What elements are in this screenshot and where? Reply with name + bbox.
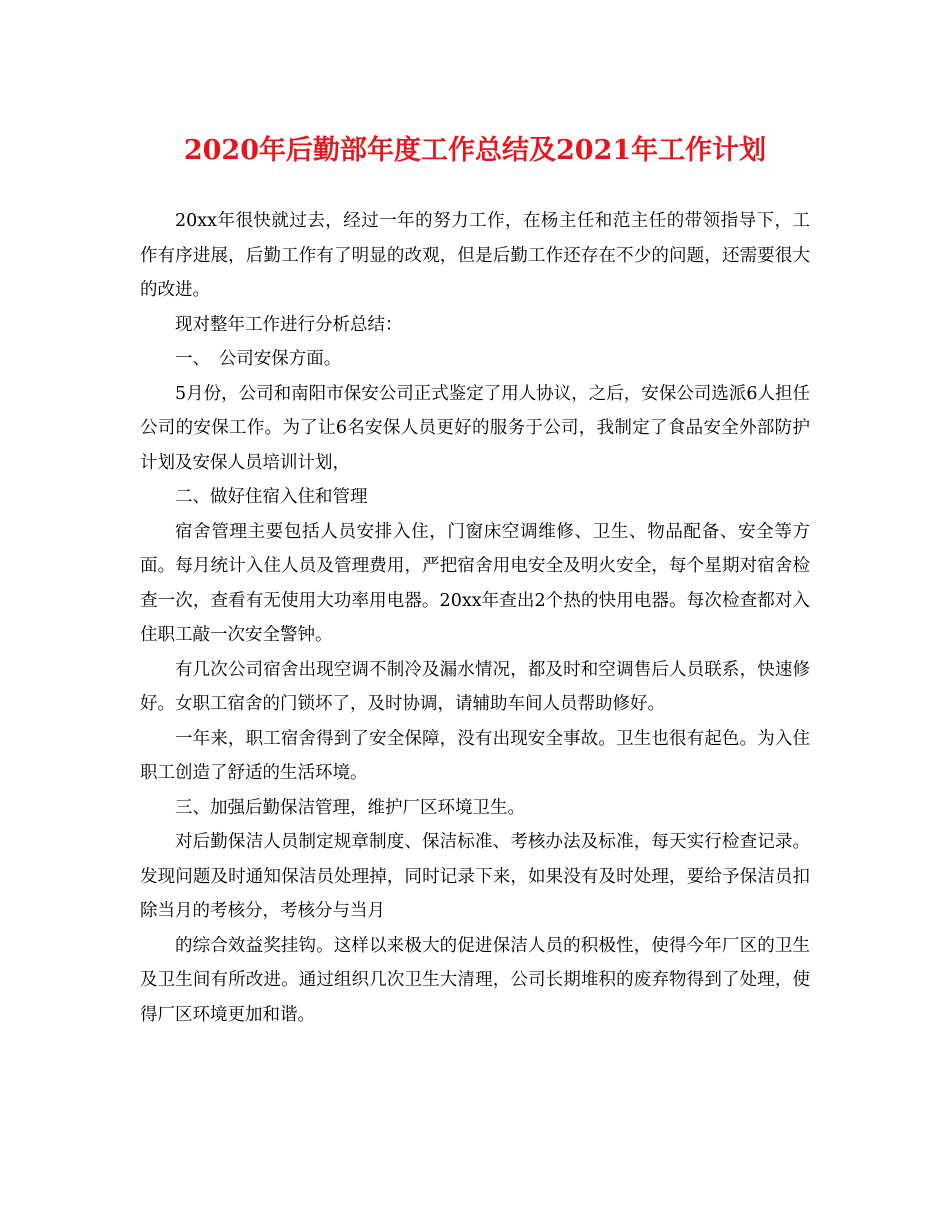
section-heading-dormitory: 二、做好住宿入住和管理 [175, 487, 368, 507]
paragraph-dormitory-management: 宿舍管理主要包括人员安排入住，门窗床空调维修、卫生、物品配备、安全等方面。每月统计入住人员及管理费用，严把宿舍用电安全及明火安全，每个星期对宿舍检查一次，查看有无使用大功率用电器。20xx年查出2个热的快用电器。每次检查都对入住职工敲一次安全警钟。 [140, 521, 810, 645]
paragraph-summary-lead: 现对整年工作进行分析总结： [175, 314, 403, 335]
document-title: 2020年后勤部年度工作总结及2021年工作计划 [183, 135, 767, 166]
section-heading-cleaning: 三、加强后勤保洁管理，维护厂区环境卫生。 [175, 797, 525, 818]
document-body [140, 204, 810, 1032]
paragraph-cleaning-result: 的综合效益奖挂钩。这样以来极大的促进保洁人员的积极性，使得今年厂区的卫生及卫生间有所改进。通过组织几次卫生大清理，公司长期堆积的废弃物得到了处理，使得厂区环境更加和谐。 [140, 935, 810, 1025]
paragraph-security: 5月份，公司和南阳市保安公司正式鉴定了用人协议，之后，安保公司选派6人担任公司的安保工作。为了让6名安保人员更好的服务于公司，我制定了食品安全外部防护计划及安保人员培训计划， [140, 383, 810, 473]
paragraph-intro: 20xx年很快就过去，经过一年的努力工作，在杨主任和范主任的带领指导下，工作有序进展，后勤工作有了明显的改观，但是后勤工作还存在不少的问题，还需要很大的改进。 [140, 211, 810, 300]
section-heading-security: 一、 公司安保方面。 [175, 349, 342, 369]
paragraph-dormitory-result: 一年来，职工宿舍得到了安全保障，没有出现安全事故。卫生也很有起色。为入住职工创造了舒适的生活环境。 [140, 728, 810, 783]
paragraph-cleaning-rules: 对后勤保洁人员制定规章制度、保洁标准、考核办法及标准，每天实行检查记录。发现问题及时通知保洁员处理掉，同时记录下来，如果没有及时处理，要给予保洁员扣除当月的考核分，考核分与当月 [140, 832, 810, 921]
paragraph-dormitory-repairs: 有几次公司宿舍出现空调不制冷及漏水情况，都及时和空调售后人员联系，快速修好。女职工宿舍的门锁坏了，及时协调，请辅助车间人员帮助修好。 [140, 659, 810, 714]
